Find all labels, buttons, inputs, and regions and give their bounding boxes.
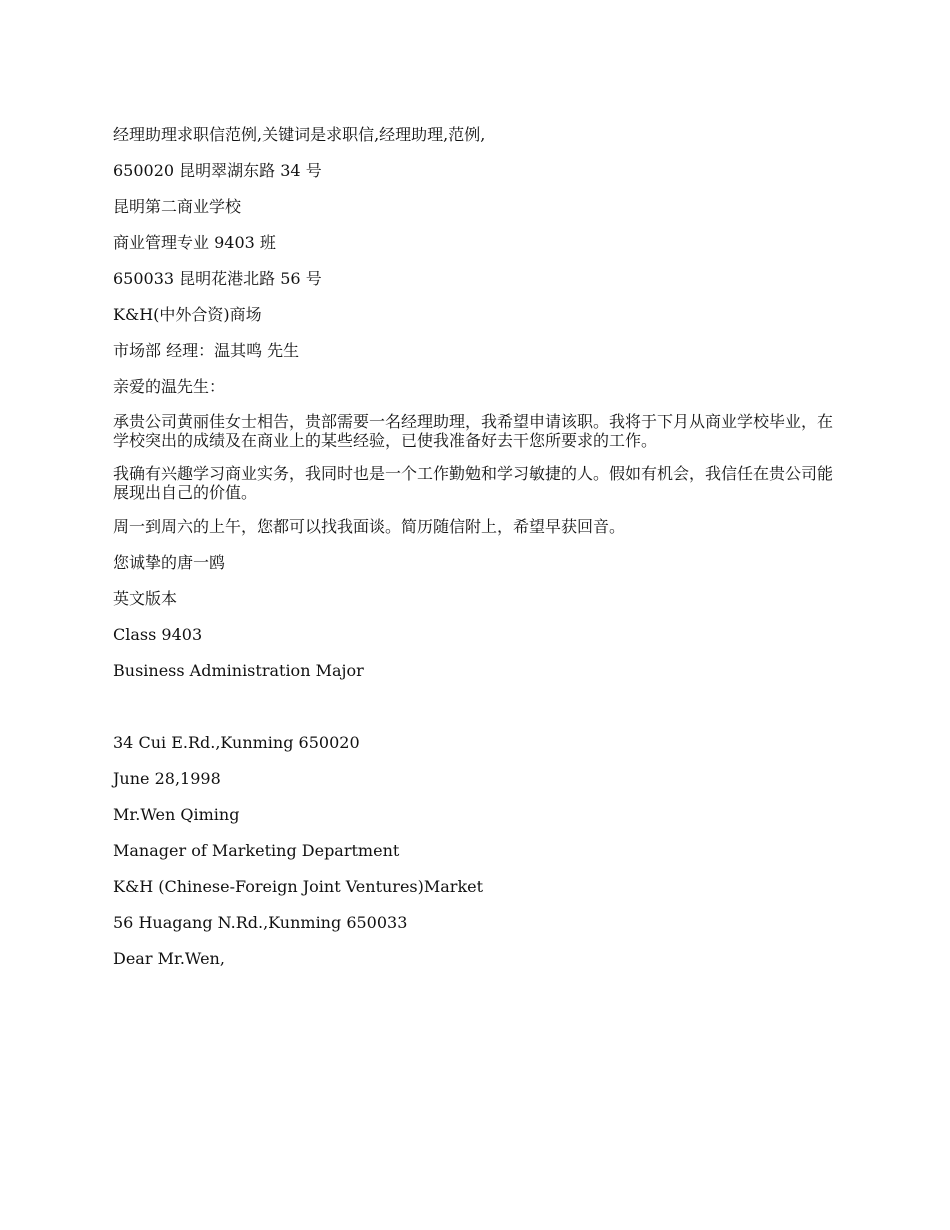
en-major: Business Administration Major	[113, 661, 364, 680]
en-version-heading: 英文版本	[113, 589, 178, 608]
cn-body-paragraph: 我确有兴趣学习商业实务，我同时也是一个工作勤勉和学习敏捷的人。假如有机会，我信任在贵公司能展现出自己的价值。	[113, 464, 834, 502]
cn-closing: 您诚挚的唐一鸥	[113, 553, 226, 572]
cn-school: 昆明第二商业学校	[113, 197, 242, 216]
cn-body-paragraph: 承贵公司黄丽佳女士相告，贵部需要一名经理助理，我希望申请该职。我将于下月从商业学校毕业，在学校突出的成绩及在商业上的某些经验，已使我准备好去干您所要求的工作。	[113, 412, 834, 450]
cn-recipient-address: 650033 昆明花港北路 56 号	[113, 269, 322, 288]
en-recipient-title: Manager of Marketing Department	[113, 841, 400, 860]
en-salutation: Dear Mr.Wen,	[113, 949, 225, 968]
en-recipient: Mr.Wen Qiming	[113, 805, 240, 824]
cn-recipient: 市场部 经理：温其鸣 先生	[113, 341, 300, 360]
title-line: 经理助理求职信范例,关键词是求职信,经理助理,范例,	[113, 125, 486, 144]
en-class: Class 9403	[113, 625, 203, 644]
cn-body-paragraph: 周一到周六的上午，您都可以找我面谈。简历随信附上，希望早获回音。	[113, 517, 626, 536]
en-company: K&H (Chinese-Foreign Joint Ventures)Market	[113, 877, 484, 896]
cn-company: K&H(中外合资)商场	[113, 305, 262, 324]
letter-content	[113, 124, 841, 984]
en-date: June 28,1998	[113, 769, 221, 788]
en-sender-address: 34 Cui E.Rd.,Kunming 650020	[113, 733, 360, 752]
cn-salutation: 亲爱的温先生：	[113, 377, 226, 396]
blank-line	[113, 696, 841, 732]
en-recipient-address: 56 Huagang N.Rd.,Kunming 650033	[113, 913, 408, 932]
cn-class: 商业管理专业 9403 班	[113, 233, 276, 252]
cn-sender-address: 650020 昆明翠湖东路 34 号	[113, 161, 322, 180]
